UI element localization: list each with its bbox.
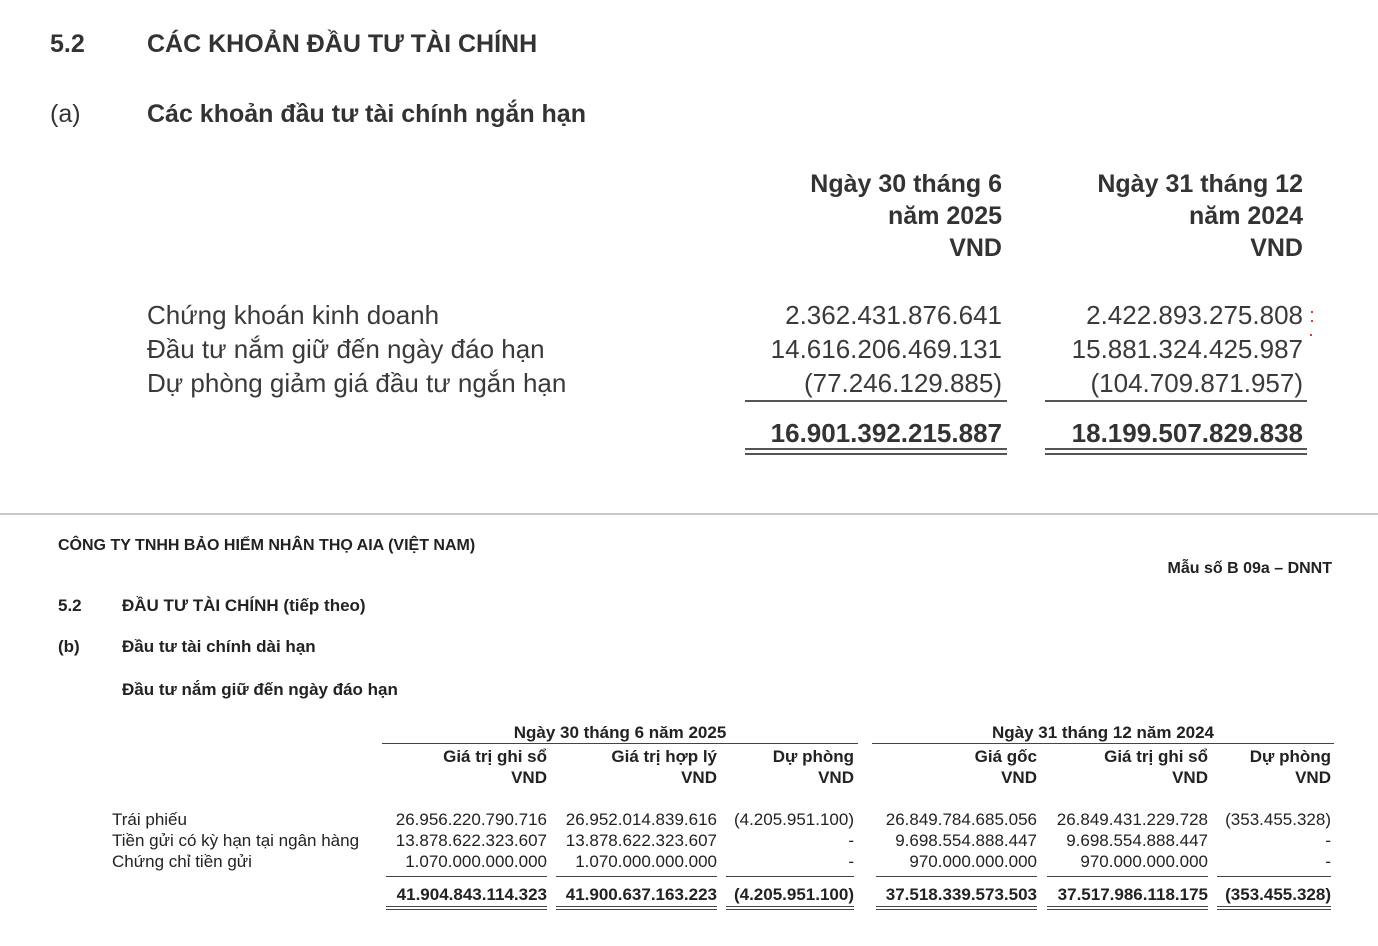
row-label: Dự phòng giảm giá đầu tư ngắn hạn (147, 368, 567, 398)
header-line1: Ngày 31 tháng 12 (1097, 170, 1303, 198)
sub-label: (b) (58, 637, 80, 656)
red-tick-mark (1311, 311, 1313, 313)
total-double-rule (386, 906, 547, 910)
total-value: 37.517.986.118.175 (1057, 885, 1208, 904)
col-unit: VND (818, 768, 854, 787)
row-value: 2.422.893.275.808 (1086, 300, 1303, 330)
row-value: 13.878.622.323.607 (395, 831, 547, 850)
row-label: Trái phiếu (112, 810, 187, 829)
subtotal-rule (1047, 876, 1208, 877)
col-name: Dự phòng (772, 747, 854, 766)
sub-label: (a) (50, 100, 81, 128)
row-value: (4.205.951.100) (733, 810, 854, 829)
row-value: 9.698.554.888.447 (1066, 831, 1208, 850)
total-value: 41.900.637.163.223 (565, 885, 717, 904)
row-value: 13.878.622.323.607 (565, 831, 717, 850)
total-double-rule (876, 906, 1037, 910)
header-unit: VND (1250, 234, 1303, 262)
col-header-provision (1211, 746, 1331, 788)
row-value: - (1325, 831, 1331, 850)
col-unit: VND (1172, 768, 1208, 787)
col-header-provision (724, 746, 854, 788)
subtotal-rule (1217, 876, 1331, 877)
total-value: (4.205.951.100) (733, 885, 854, 904)
row-label: Tiền gửi có kỳ hạn tại ngân hàng (112, 831, 360, 850)
row-label: Đầu tư nắm giữ đến ngày đáo hạn (147, 334, 545, 364)
period-header-2025: Ngày 30 tháng 6 năm 2025 (513, 723, 727, 742)
red-tick-mark (1311, 320, 1313, 322)
col-name: Dự phòng (1249, 747, 1331, 766)
col-name: Giá trị ghi sổ (443, 747, 547, 766)
total-double-rule (1217, 906, 1331, 910)
section-number: 5.2 (50, 30, 85, 58)
row-value: 14.616.206.469.131 (770, 334, 1002, 364)
row-value: 1.070.000.000.000 (405, 852, 547, 871)
row-value: (77.246.129.885) (803, 368, 1002, 398)
red-tick-mark (1310, 334, 1312, 336)
page-divider (0, 513, 1378, 515)
total-double-rule (726, 906, 854, 910)
period-rule (382, 743, 858, 744)
col-header-fair-value (557, 746, 717, 788)
col-name: Giá trị hợp lý (611, 747, 717, 766)
row-value: (104.709.871.957) (1090, 368, 1303, 398)
row-label: Chứng chỉ tiền gửi (112, 852, 252, 871)
row-value: 970.000.000.000 (909, 852, 1037, 871)
column-header-2025 (702, 168, 1002, 264)
subtotal-rule (556, 876, 717, 877)
total-value: 16.901.392.215.887 (770, 418, 1002, 448)
row-value: 26.952.014.839.616 (565, 810, 717, 829)
col-unit: VND (1295, 768, 1331, 787)
column-header-2024 (1003, 168, 1303, 264)
sub-title: Các khoản đầu tư tài chính ngắn hạn (147, 100, 586, 128)
header-unit: VND (949, 234, 1002, 262)
row-label: Chứng khoán kinh doanh (147, 300, 440, 330)
period-rule (872, 743, 1334, 744)
row-value: 15.881.324.425.987 (1071, 334, 1303, 364)
col-name: Giá trị ghi sổ (1104, 747, 1208, 766)
row-value: 1.070.000.000.000 (575, 852, 717, 871)
subtotal-rule (876, 876, 1037, 877)
subtotal-rule (386, 876, 547, 877)
group-title: Đầu tư nắm giữ đến ngày đáo hạn (122, 680, 398, 699)
sub-title: Đầu tư tài chính dài hạn (122, 637, 316, 656)
subtotal-rule (745, 400, 1007, 402)
period-header-2024: Ngày 31 tháng 12 năm 2024 (991, 723, 1215, 742)
form-number: Mẫu số B 09a – DNNT (1167, 560, 1332, 577)
total-value: (353.455.328) (1225, 885, 1331, 904)
row-value: 26.956.220.790.716 (395, 810, 547, 829)
header-line2: năm 2025 (888, 202, 1002, 230)
col-unit: VND (1001, 768, 1037, 787)
row-value: - (848, 831, 854, 850)
header-line2: năm 2024 (1189, 202, 1303, 230)
row-value: 26.849.784.685.056 (885, 810, 1037, 829)
col-unit: VND (511, 768, 547, 787)
section-title: CÁC KHOẢN ĐẦU TƯ TÀI CHÍNH (147, 30, 538, 58)
section-title: ĐẦU TƯ TÀI CHÍNH (tiếp theo) (122, 596, 366, 615)
col-header-book-value (1048, 746, 1208, 788)
col-header-book-value (387, 746, 547, 788)
row-value: - (848, 852, 854, 871)
row-value: 970.000.000.000 (1080, 852, 1208, 871)
total-value: 41.904.843.114.323 (396, 885, 547, 904)
total-double-rule (556, 906, 717, 910)
row-value: (353.455.328) (1225, 810, 1331, 829)
subtotal-rule (726, 876, 854, 877)
row-value: 2.362.431.876.641 (785, 300, 1002, 330)
total-double-rule (745, 448, 1007, 455)
section-number: 5.2 (58, 596, 82, 615)
total-double-rule (1045, 448, 1307, 455)
subtotal-rule (1045, 400, 1307, 402)
total-value: 18.199.507.829.838 (1071, 418, 1303, 448)
col-unit: VND (681, 768, 717, 787)
company-name: CÔNG TY TNHH BẢO HIỂM NHÂN THỌ AIA (VIỆT NAM) (58, 537, 476, 554)
col-name: Giá gốc (974, 747, 1037, 766)
row-value: - (1325, 852, 1331, 871)
header-line1: Ngày 30 tháng 6 (810, 170, 1002, 198)
row-value: 26.849.431.229.728 (1056, 810, 1208, 829)
col-header-cost (877, 746, 1037, 788)
row-value: 9.698.554.888.447 (895, 831, 1037, 850)
total-value: 37.518.339.573.503 (885, 885, 1037, 904)
total-double-rule (1047, 906, 1208, 910)
